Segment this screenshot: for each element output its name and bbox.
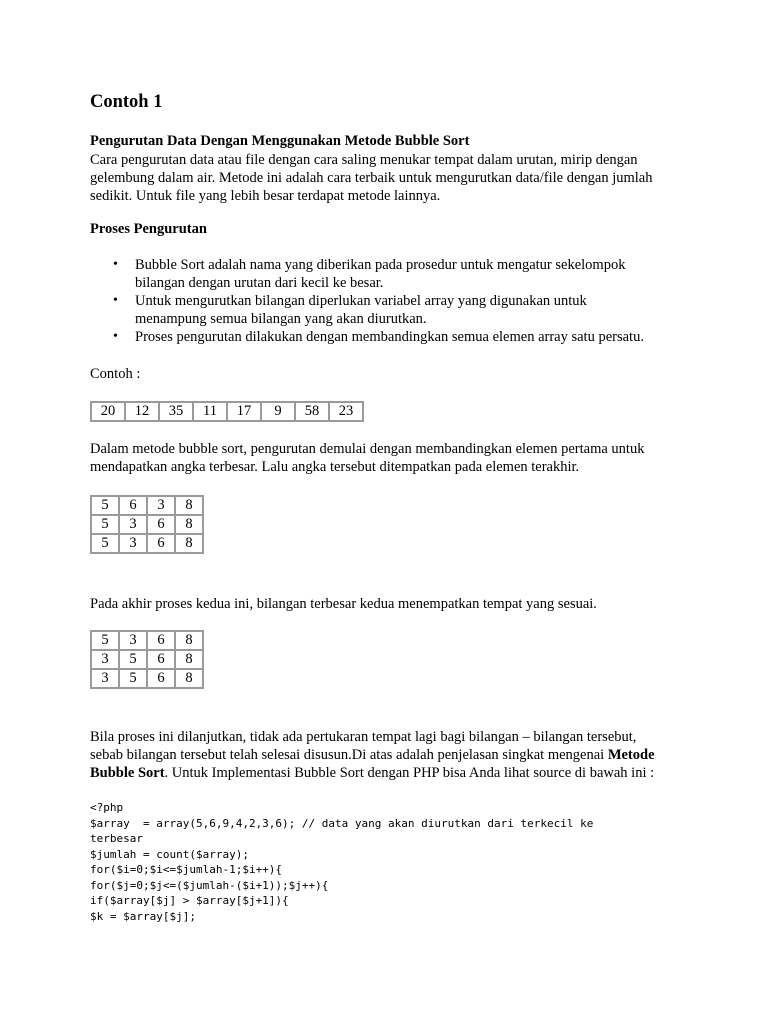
paragraph-line: mendapatkan angka terbesar. Lalu angka tersebut ditempatkan pada elemen terakhir. — [90, 459, 580, 475]
table-cell: 8 — [175, 669, 203, 688]
paragraph-line: sebab bilangan tersebut telah selesai disusun.Di atas adalah penjelasan singkat mengenai — [90, 747, 608, 763]
table-row — [91, 669, 203, 688]
table-cell: 17 — [227, 402, 261, 421]
list-item — [90, 328, 690, 346]
table-cell: 3 — [119, 631, 147, 650]
code-line: $k = $array[$j]; — [90, 909, 196, 923]
bullet-line: Proses pengurutan dilakukan dengan membandingkan semua elemen array satu persatu. — [135, 329, 644, 345]
table-cell: 5 — [119, 650, 147, 669]
intro-paragraph — [90, 151, 690, 205]
code-line: terbesar — [90, 832, 143, 845]
table-cell: 9 — [261, 402, 295, 421]
list-item — [90, 256, 690, 292]
paragraph-line: Bila proses ini dilanjutkan, tidak ada pertukaran tempat lagi bagi bilangan – bilangan tersebut, — [90, 729, 637, 745]
table-cell: 35 — [159, 402, 193, 421]
table-cell: 3 — [119, 515, 147, 534]
code-line: $jumlah = count($array); — [90, 847, 249, 861]
table-cell: 3 — [119, 534, 147, 553]
intro-line: gelembung dalam air. Metode ini adalah cara terbaik untuk mengurutkan data/file dengan jumlah — [90, 170, 653, 186]
page-title: Contoh 1 — [90, 92, 163, 112]
bullet-line: Bubble Sort adalah nama yang diberikan pada prosedur untuk mengatur sekelompok — [135, 257, 626, 273]
paragraph-line: . Untuk Implementasi Bubble Sort dengan PHP bisa Anda lihat source di bawah ini : — [164, 765, 655, 781]
table-cell: 6 — [147, 515, 175, 534]
table-row — [91, 496, 203, 515]
pass2-table — [90, 630, 204, 689]
php-code-block — [90, 800, 593, 924]
table-cell: 58 — [295, 402, 329, 421]
bullet-line: Untuk mengurutkan bilangan diperlukan variabel array yang digunakan untuk — [135, 293, 587, 309]
bullet-line: menampung semua bilangan yang akan diurutkan. — [135, 311, 427, 327]
table-cell: 3 — [91, 650, 119, 669]
table-cell: 6 — [147, 669, 175, 688]
table-row — [91, 650, 203, 669]
code-line: $array = array(5,6,9,4,2,3,6); // data yang akan diurutkan dari terkecil ke — [90, 816, 594, 830]
table-cell: 3 — [91, 669, 119, 688]
table-row — [91, 631, 203, 650]
table-cell: 5 — [119, 669, 147, 688]
code-line: <?php — [90, 801, 124, 814]
table-cell: 23 — [329, 402, 363, 421]
table-cell: 5 — [91, 496, 119, 515]
section-subtitle: Pengurutan Data Dengan Menggunakan Metode Bubble Sort — [90, 133, 470, 149]
intro-line: Cara pengurutan data atau file dengan cara saling menukar tempat dalam urutan, mirip dengan — [90, 152, 638, 168]
proses-heading: Proses Pengurutan — [90, 221, 207, 237]
table-cell: 5 — [91, 534, 119, 553]
table-cell: 6 — [147, 631, 175, 650]
table-cell: 8 — [175, 534, 203, 553]
table-cell: 6 — [147, 534, 175, 553]
contoh-label: Contoh : — [90, 366, 141, 382]
table-cell: 5 — [91, 631, 119, 650]
table-row — [91, 515, 203, 534]
bullet-list — [90, 256, 690, 346]
bold-term: Bubble Sort — [90, 765, 165, 781]
table-cell: 6 — [147, 650, 175, 669]
paragraph-line: Dalam metode bubble sort, pengurutan demulai dengan membandingkan elemen pertama untuk — [90, 441, 645, 457]
bullet-line: bilangan dengan urutan dari kecil ke besar. — [135, 275, 384, 291]
table-cell: 3 — [147, 496, 175, 515]
table-cell: 5 — [91, 515, 119, 534]
closing-paragraph — [90, 728, 690, 782]
intro-line: sedikit. Untuk file yang lebih besar terdapat metode lainnya. — [90, 188, 441, 204]
pass1-table — [90, 495, 204, 554]
table-cell: 12 — [125, 402, 159, 421]
array-table — [90, 401, 364, 422]
table-row — [91, 534, 203, 553]
table-row — [91, 402, 363, 421]
bold-term: Metode — [607, 747, 655, 763]
table-cell: 11 — [193, 402, 227, 421]
pass2-paragraph: Pada akhir proses kedua ini, bilangan terbesar kedua menempatkan tempat yang sesuai. — [90, 596, 597, 612]
list-item — [90, 292, 690, 328]
code-line: for($j=0;$j<=($jumlah-($i+1));$j++){ — [90, 878, 329, 892]
table-cell: 6 — [119, 496, 147, 515]
table-cell: 8 — [175, 515, 203, 534]
table-cell: 8 — [175, 650, 203, 669]
code-line: for($i=0;$i<=$jumlah-1;$i++){ — [90, 863, 283, 876]
table-cell: 20 — [91, 402, 125, 421]
code-line: if($array[$j] > $array[$j+1]){ — [90, 894, 289, 907]
table-cell: 8 — [175, 496, 203, 515]
explanation-paragraph — [90, 440, 690, 476]
table-cell: 8 — [175, 631, 203, 650]
